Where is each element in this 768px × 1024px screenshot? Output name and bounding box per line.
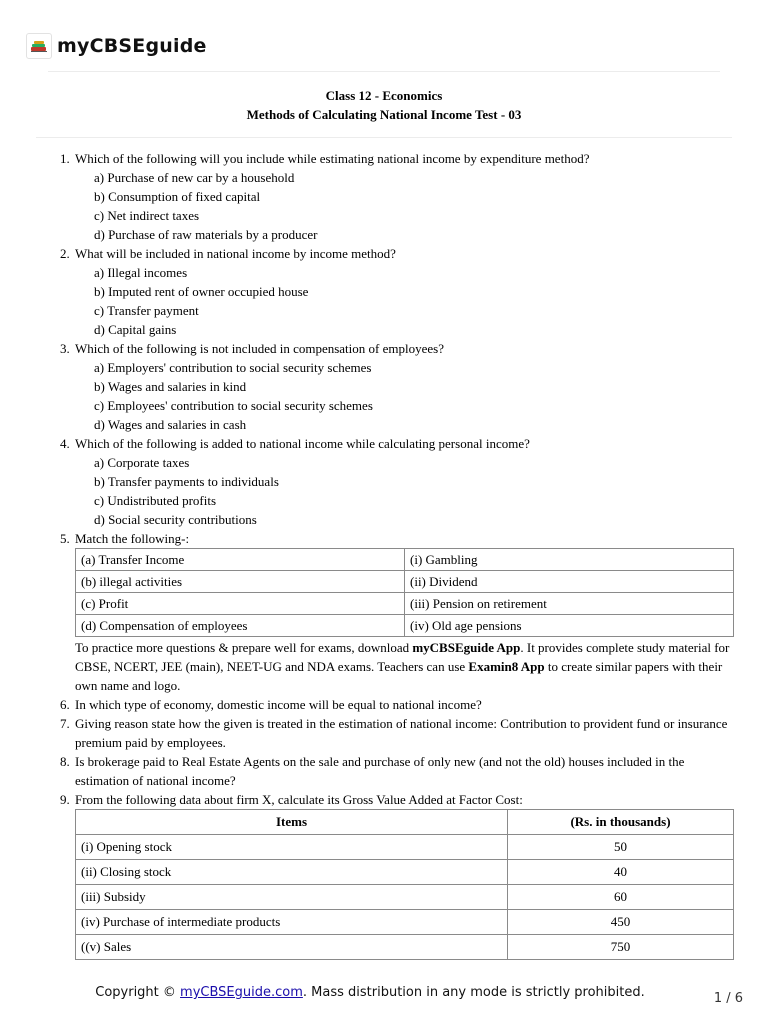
document-title bbox=[0, 86, 768, 124]
question-text: Giving reason state how the given is treated in the estimation of national income: Contribution to provident fund or insurance premium paid by employees. bbox=[75, 716, 728, 750]
header-divider bbox=[48, 71, 720, 72]
table-cell: 450 bbox=[508, 910, 734, 935]
table-row bbox=[76, 571, 734, 593]
table-cell: ((v) Sales bbox=[76, 935, 508, 960]
app-name: Examin8 App bbox=[468, 659, 545, 674]
question-4 bbox=[0, 434, 735, 453]
question-number: 8. bbox=[60, 754, 70, 769]
option: c) Net indirect taxes bbox=[94, 208, 200, 223]
table-row bbox=[76, 549, 734, 571]
copyright-footer bbox=[0, 985, 740, 1000]
page-header bbox=[26, 30, 207, 62]
question-number: 2. bbox=[60, 246, 70, 261]
table-cell: (d) Compensation of employees bbox=[76, 615, 405, 637]
question-text: Which of the following will you include while estimating national income by expenditure method? bbox=[75, 151, 590, 166]
table-cell: (iii) Pension on retirement bbox=[405, 593, 734, 615]
question-number: 4. bbox=[60, 436, 70, 451]
question-text: Match the following-: bbox=[75, 531, 190, 546]
table-row bbox=[76, 885, 734, 910]
question-7 bbox=[0, 714, 735, 752]
question-9 bbox=[0, 790, 735, 809]
question-1 bbox=[0, 149, 735, 168]
option: a) Employers' contribution to social security schemes bbox=[94, 360, 372, 375]
table-header-row bbox=[76, 810, 734, 835]
question-5 bbox=[0, 529, 735, 548]
table-cell: 40 bbox=[508, 860, 734, 885]
question-6 bbox=[0, 695, 735, 714]
table-cell: (a) Transfer Income bbox=[76, 549, 405, 571]
table-cell: 50 bbox=[508, 835, 734, 860]
question-number: 9. bbox=[60, 792, 70, 807]
table-row bbox=[76, 860, 734, 885]
option: a) Corporate taxes bbox=[94, 455, 190, 470]
test-title: Methods of Calculating National Income Test - 03 bbox=[246, 107, 522, 122]
option: b) Wages and salaries in kind bbox=[94, 379, 247, 394]
match-table bbox=[75, 548, 734, 637]
option: a) Purchase of new car by a household bbox=[94, 170, 295, 185]
table-row bbox=[76, 615, 734, 637]
table-cell: (ii) Closing stock bbox=[76, 860, 508, 885]
copyright-prefix: Copyright © bbox=[95, 985, 181, 1000]
question-3 bbox=[0, 339, 735, 358]
table-cell: (iv) Purchase of intermediate products bbox=[76, 910, 508, 935]
question-text: Is brokerage paid to Real Estate Agents on the sale and purchase of only new (and not the old) houses included in the estimation of national income? bbox=[75, 754, 685, 788]
table-row bbox=[76, 935, 734, 960]
question-text: In which type of economy, domestic income will be equal to national income? bbox=[75, 697, 482, 712]
table-row bbox=[76, 910, 734, 935]
promo-text: To practice more questions & prepare well for exams, download bbox=[75, 640, 413, 655]
firm-data-table bbox=[75, 809, 734, 960]
copyright-suffix: . Mass distribution in any mode is strictly prohibited. bbox=[302, 985, 645, 1000]
option: c) Employees' contribution to social security schemes bbox=[94, 398, 373, 413]
option: b) Imputed rent of owner occupied house bbox=[94, 284, 309, 299]
table-cell: 60 bbox=[508, 885, 734, 910]
question-8 bbox=[0, 752, 735, 790]
class-line: Class 12 - Economics bbox=[325, 88, 443, 103]
brand-name: myCBSEguide bbox=[57, 35, 207, 57]
question-list bbox=[0, 149, 768, 960]
table-cell: (iii) Subsidy bbox=[76, 885, 508, 910]
book-stack-logo-icon bbox=[26, 33, 52, 59]
option: d) Social security contributions bbox=[94, 512, 257, 527]
app-name: myCBSEguide App bbox=[412, 640, 521, 655]
option: d) Capital gains bbox=[94, 322, 177, 337]
table-cell: 750 bbox=[508, 935, 734, 960]
column-header: Items bbox=[76, 810, 508, 835]
question-number: 3. bbox=[60, 341, 70, 356]
option: d) Wages and salaries in cash bbox=[94, 417, 247, 432]
option: b) Consumption of fixed capital bbox=[94, 189, 261, 204]
option: a) Illegal incomes bbox=[94, 265, 188, 280]
table-row bbox=[76, 593, 734, 615]
question-text: Which of the following is added to national income while calculating personal income? bbox=[75, 436, 530, 451]
title-divider bbox=[36, 137, 732, 138]
promo-text: to create similar papers with their own name and logo. bbox=[75, 659, 723, 693]
question-number: 1. bbox=[60, 151, 70, 166]
promo-text: . It provides complete study material for CBSE, NCERT, JEE (main), NEET-UG and NDA exams. Teachers can use bbox=[75, 640, 730, 674]
question-text: From the following data about firm X, calculate its Gross Value Added at Factor Cost: bbox=[75, 792, 523, 807]
site-link[interactable]: myCBSEguide.com bbox=[180, 985, 303, 1000]
promo-paragraph bbox=[0, 638, 730, 695]
table-cell: (iv) Old age pensions bbox=[405, 615, 734, 637]
question-number: 5. bbox=[60, 531, 70, 546]
page-number: 1 / 6 bbox=[713, 991, 743, 1006]
option: d) Purchase of raw materials by a producer bbox=[94, 227, 318, 242]
question-number: 7. bbox=[60, 716, 70, 731]
table-cell: (c) Profit bbox=[76, 593, 405, 615]
option: c) Undistributed profits bbox=[94, 493, 217, 508]
question-text: What will be included in national income by income method? bbox=[75, 246, 396, 261]
table-row bbox=[76, 835, 734, 860]
table-cell: (ii) Dividend bbox=[405, 571, 734, 593]
option: c) Transfer payment bbox=[94, 303, 199, 318]
table-cell: (b) illegal activities bbox=[76, 571, 405, 593]
question-2 bbox=[0, 244, 735, 263]
column-header: (Rs. in thousands) bbox=[508, 810, 734, 835]
table-cell: (i) Opening stock bbox=[76, 835, 508, 860]
option: b) Transfer payments to individuals bbox=[94, 474, 279, 489]
question-number: 6. bbox=[60, 697, 70, 712]
table-cell: (i) Gambling bbox=[405, 549, 734, 571]
question-text: Which of the following is not included in compensation of employees? bbox=[75, 341, 444, 356]
